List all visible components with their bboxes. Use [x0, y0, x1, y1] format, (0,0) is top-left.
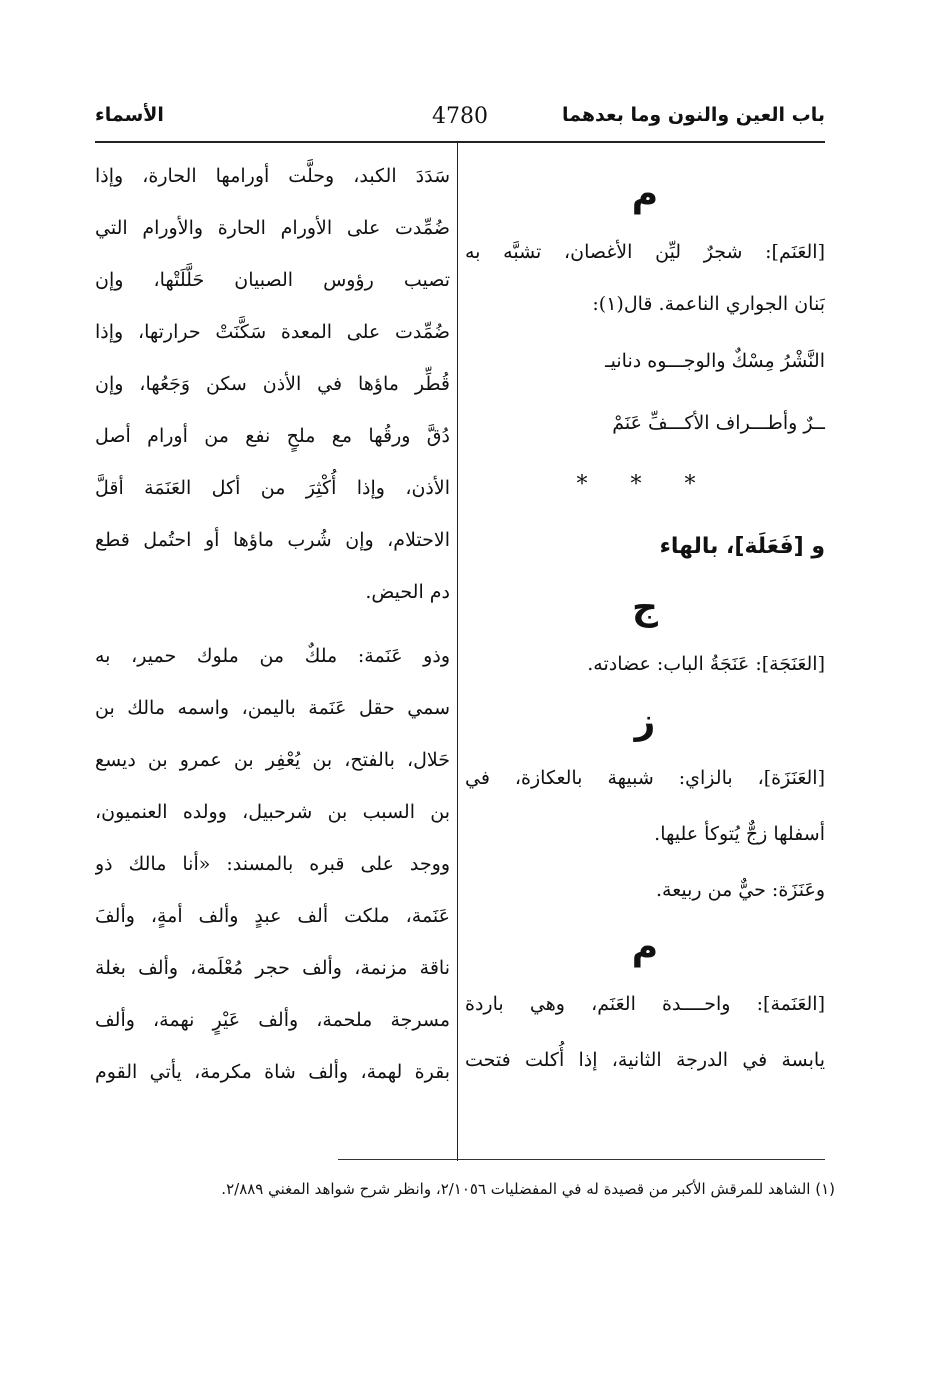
- letter-heading-jim: ج: [632, 587, 658, 628]
- text-line: مسرجة ملحمة، وألف عَيْرٍ نهمة، وألف: [95, 1009, 450, 1031]
- text-line: ووجد على قبره بالمسند: «أنا مالك ذو: [95, 853, 450, 875]
- text-line: سَدَدَ الكبد، وحلَّت أورامها الحارة، وإذا: [95, 165, 450, 187]
- verse-hemistich-1: النَّشْرُ مِسْكٌ والوجـــوه دنانيـ: [605, 350, 825, 372]
- entry-anama-line-2: يابسة في الدرجة الثانية، إذا أُكلت فتحت: [465, 1049, 825, 1071]
- section-heading: و [فَعَلَة]، بالهاء: [659, 534, 825, 559]
- entry-anaza-line-1: [العَنَزَة]، بالزاي: شبيهة بالعكازة، في: [465, 767, 825, 789]
- text-line: دم الحيض.: [365, 581, 450, 603]
- entry-anam-line-2: بَنان الجواري الناعمة. قال(١):: [592, 293, 825, 315]
- text-line: الأذن، وإذا أُكْثِرَ من أكل العَنَمَة أقلَّ: [95, 477, 450, 499]
- text-line: حَلال، بالفتح، بن يُعْفِر بن عمرو بن ديسع: [95, 749, 450, 771]
- entry-anaja: [العَنَجَة]: عَنَجَةُ الباب: عضادته.: [587, 653, 825, 675]
- page-number: 4780: [432, 104, 488, 129]
- text-line: ناقة مزنمة، وألف حجر مُعْلَمة، وألف بغلة: [95, 957, 450, 979]
- letter-heading-zay: ز: [634, 701, 656, 742]
- text-line: بن السبب بن شرحبيل، وولده العنميون،: [95, 801, 450, 823]
- text-line: ضُمِّدت على المعدة سَكَّنَتْ حرارتها، وإذا: [95, 321, 450, 343]
- text-line: قُطِّر ماؤها في الأذن سكن وَجَعُها، وإن: [95, 373, 450, 395]
- verse-hemistich-2: ــرٌ وأطـــراف الأكـــفِّ عَنَمْ: [612, 412, 825, 434]
- entry-anam-line-1: [العَنَم]: شجرٌ ليِّن الأغصان، تشبَّه به: [465, 241, 825, 263]
- text-line: بقرة لهمة، وألف شاة مكرمة، يأتي القوم: [95, 1061, 450, 1083]
- right-column: [465, 150, 825, 1088]
- footnote-rule: [338, 1159, 825, 1160]
- chapter-title: باب العين والنون وما بعدهما: [562, 104, 825, 126]
- column-divider: [457, 143, 458, 1161]
- text-line: دُقَّ ورقُها مع ملحٍ نفع من أورام أصل: [95, 425, 450, 447]
- letter-heading-mim: م: [631, 174, 659, 215]
- text-line: سمي حقل عَنَمة باليمن، واسمه مالك بن: [95, 697, 450, 719]
- entry-anaza-line-2: أسفلها زجٌّ يُتوكأ عليها.: [654, 823, 825, 845]
- left-column: [95, 150, 450, 1098]
- header-rule: [95, 141, 825, 143]
- text-line: وذو عَنَمة: ملكٌ من ملوك حمير، به: [95, 645, 450, 667]
- text-line: ضُمِّدت على الأورام الحارة والأورام التي: [95, 217, 450, 239]
- letter-heading-mim-2: م: [631, 927, 659, 968]
- entry-anama-line-1: [العَنَمة]: واحــــدة العَنَم، وهي باردة: [465, 993, 825, 1015]
- page-header: [95, 104, 825, 142]
- section-stars: * * *: [576, 472, 714, 497]
- text-line: تصيب رؤوس الصبيان حَلَّلَتْها، وإن: [95, 269, 450, 291]
- section-title: الأسماء: [95, 104, 164, 126]
- text-line: الاحتلام، وإن شُرب ماؤها أو احتُمل قطع: [95, 529, 450, 551]
- entry-anaza-line-3: وعَنَزَة: حيٌّ من ربيعة.: [655, 879, 825, 901]
- text-line: عَنَمة، ملكت ألف عبدٍ وألف أمةٍ، وألفَ: [95, 905, 450, 927]
- footnote: (١) الشاهد للمرقش الأكبر من قصيدة له في المفضليات ٢/١٠٥٦، وانظر شرح شواهد المغني ٢/٨٨٩.: [221, 1180, 835, 1198]
